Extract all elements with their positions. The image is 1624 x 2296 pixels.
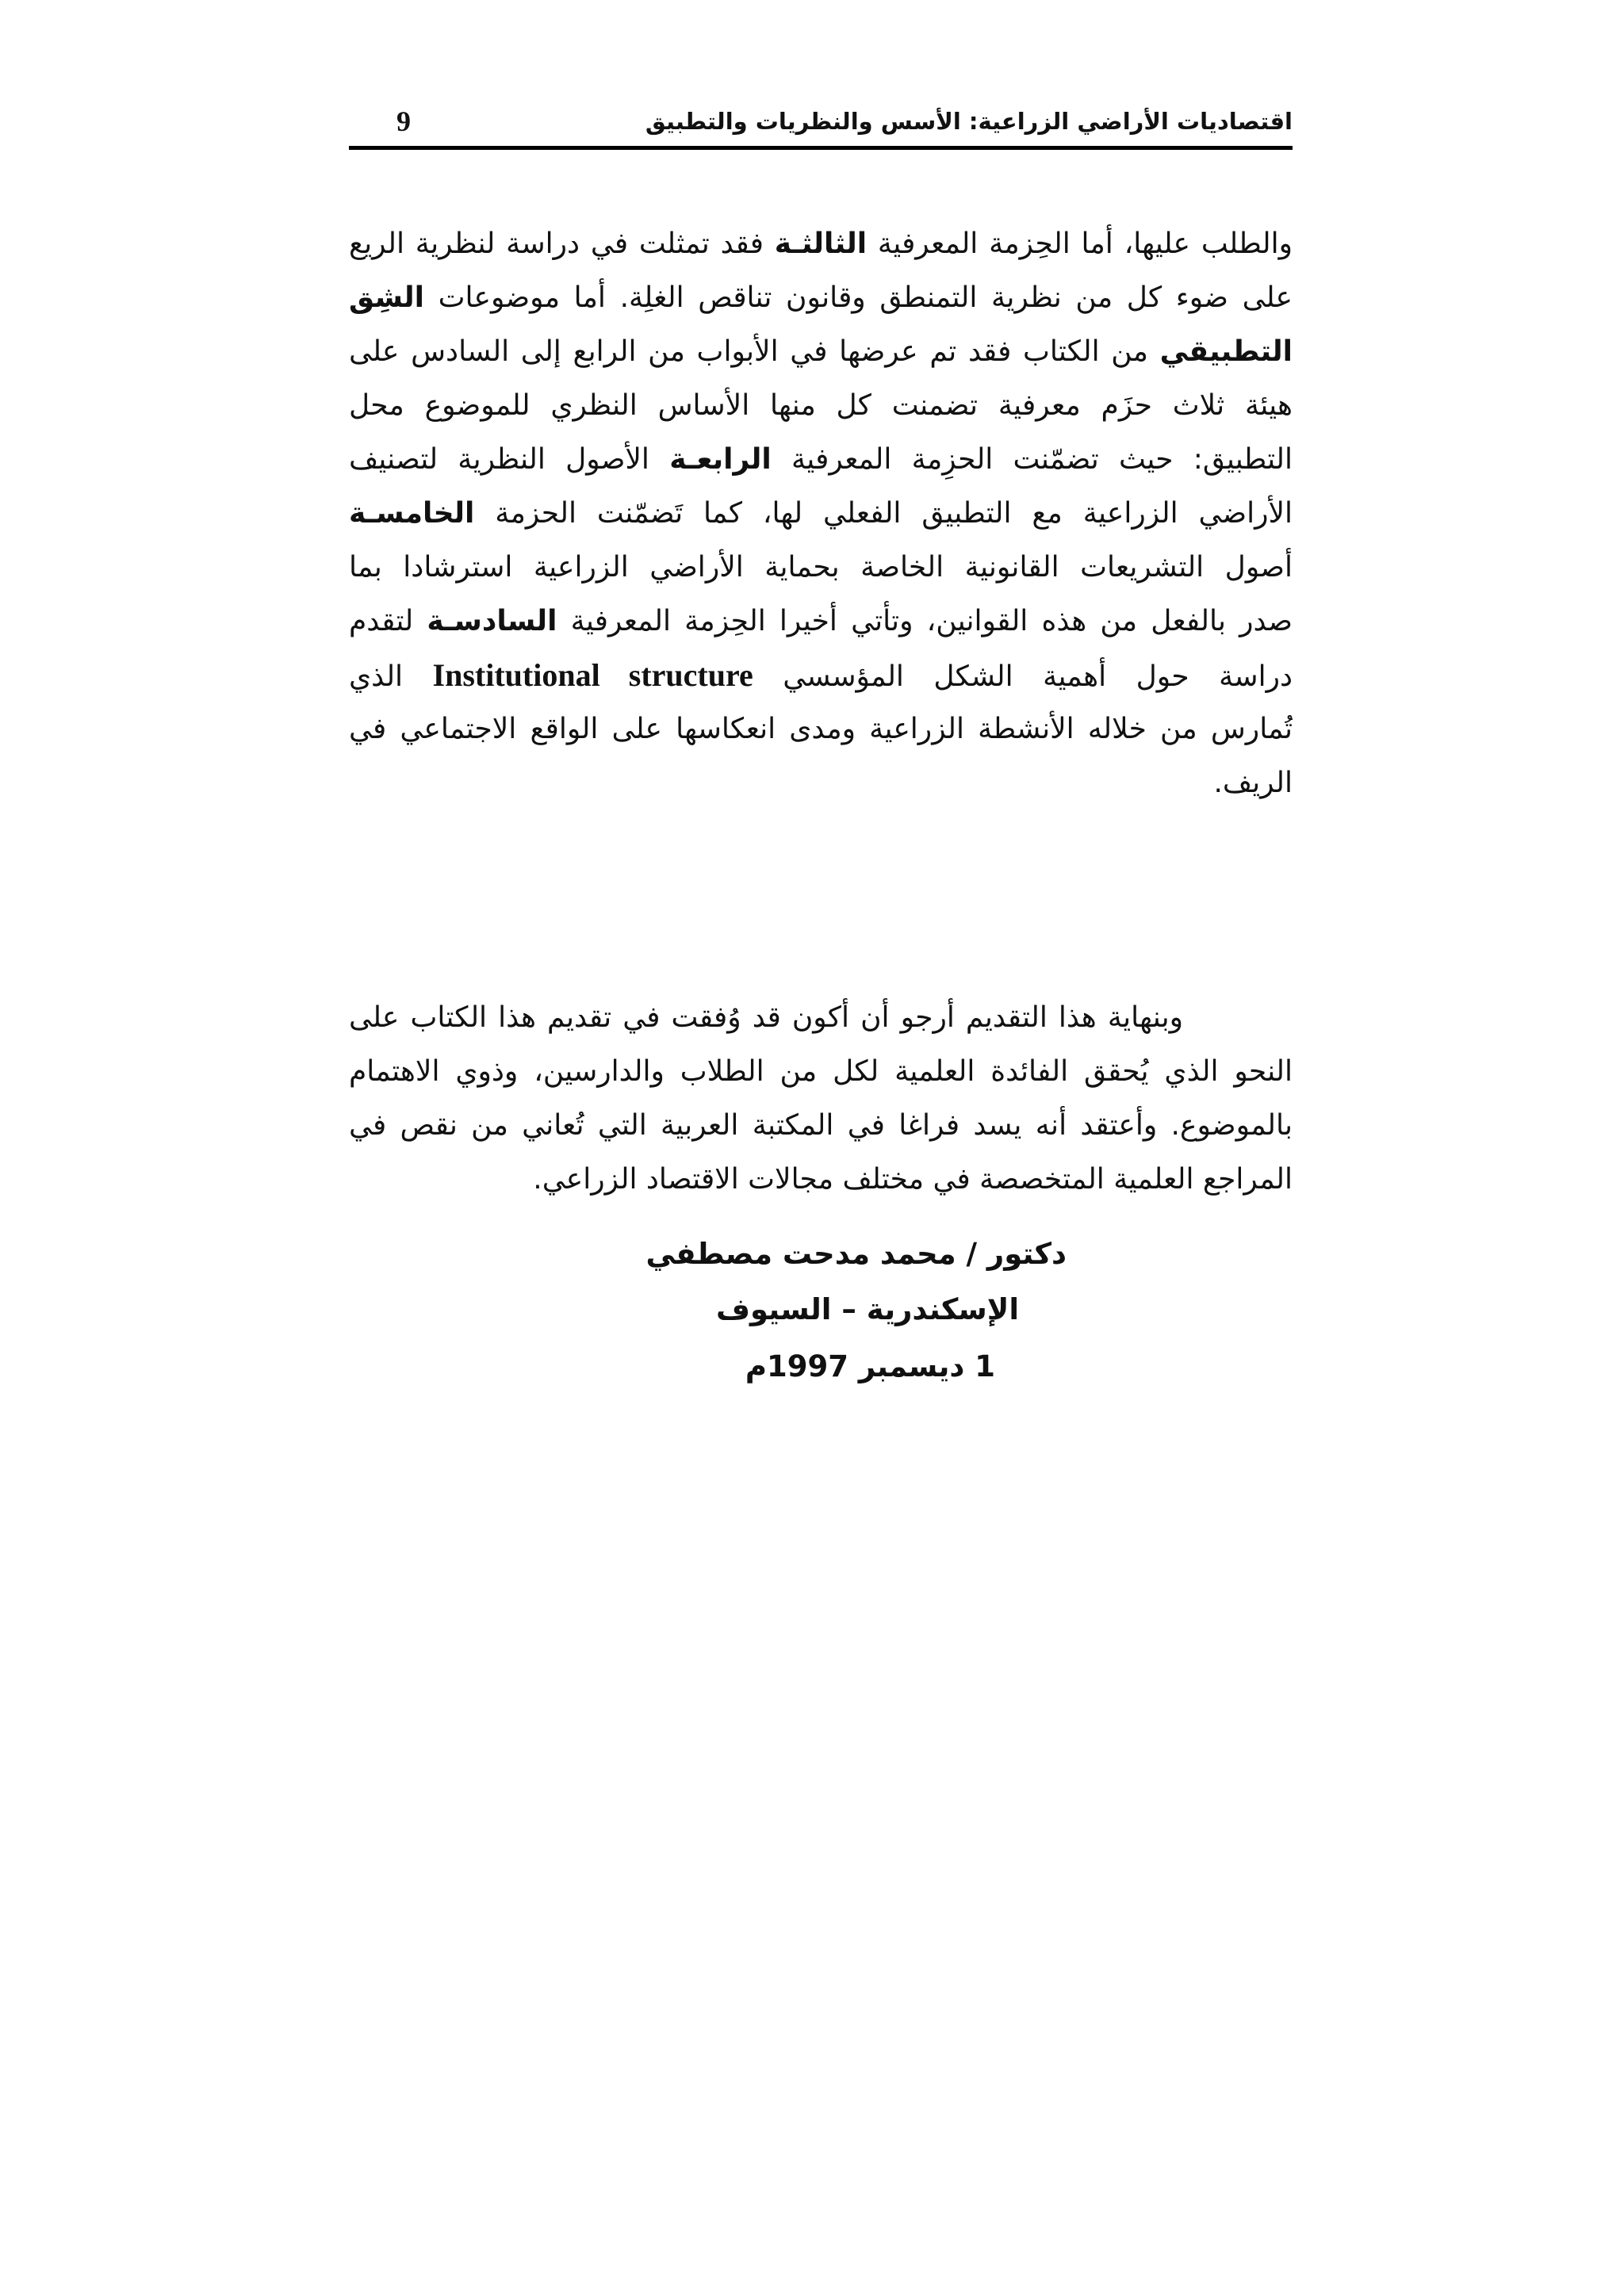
paragraph-line: النحو الذي يُحقق الفائدة العلمية لكل من الطلاب والدارسين، وذوي الاهتمام	[349, 1055, 1293, 1088]
paragraph-line: تُمارس من خلاله الأنشطة الزراعية ومدى انعكاسها على الواقع الاجتماعي في	[349, 713, 1293, 745]
paragraph-one	[349, 217, 1293, 810]
header-rule	[349, 146, 1293, 150]
paragraph-line: على ضوء كل من نظرية التمنطق وقانون تناقص الغلِة. أما موضوعات الشِق	[349, 281, 1293, 314]
paragraph-line: هيئة ثلاث حزَم معرفية تضمنت كل منها الأساس النظري للموضوع محل	[349, 389, 1293, 422]
running-header-title: اقتصاديات الأراضي الزراعية: الأسس والنظريات والتطبيق	[645, 108, 1293, 135]
paragraph-two	[349, 991, 1293, 1207]
bold-term: السادسـة	[427, 605, 557, 637]
paragraph-line: الأراضي الزراعية مع التطبيق الفعلي لها، كما تَضمّنت الحزمة الخامسـة	[349, 497, 1293, 530]
bold-term: الرابعـة	[669, 443, 772, 476]
paragraph-line: والطلب عليها، أما الحِزمة المعرفية الثالثـة فقد تمثلت في دراسة لنظرية الريع	[349, 228, 1293, 260]
paragraph-line: بالموضوع. وأعتقد أنه يسد فراغا في المكتبة العربية التي تُعاني من نقص في	[349, 1109, 1293, 1142]
bold-term: الثالثـة	[774, 228, 868, 260]
paragraph-line: الريف.	[1213, 767, 1293, 799]
english-term: Institutional structure	[432, 657, 753, 693]
signature-date: 1 ديسمبر 1997م	[745, 1349, 995, 1383]
author-location: الإسكندرية – السيوف	[715, 1292, 1019, 1326]
page-number: 9	[396, 105, 411, 137]
paragraph-line: دراسة حول أهمية الشكل المؤسسي Institutional structure الذي	[349, 657, 1293, 693]
running-header	[349, 101, 1293, 149]
paragraph-line: أصول التشريعات القانونية الخاصة بحماية الأراضي الزراعية استرشادا بما	[349, 551, 1293, 584]
bold-term: التطبيقي	[1159, 335, 1293, 368]
paragraph-line: التطبيق: حيث تضمّنت الحزِمة المعرفية الرابعـة الأصول النظرية لتصنيف	[349, 443, 1293, 476]
bold-term: الخامسـة	[349, 497, 475, 530]
paragraph-line: المراجع العلمية المتخصصة في مختلف مجالات الاقتصاد الزراعي.	[533, 1163, 1293, 1196]
paragraph-line: وبنهاية هذا التقديم أرجو أن أكون قد وُفقت في تقديم هذا الكتاب على	[349, 1001, 1293, 1034]
bold-term: الشِق	[349, 281, 424, 314]
paragraph-line: التطبيقي من الكتاب فقد تم عرضها في الأبواب من الرابع إلى السادس على	[349, 335, 1293, 368]
paragraph-line: صدر بالفعل من هذه القوانين، وتأتي أخيرا الحِزمة المعرفية السادسـة لتقدم	[349, 605, 1293, 637]
author-name: دكتور / محمد مدحت مصطفي	[645, 1237, 1067, 1271]
